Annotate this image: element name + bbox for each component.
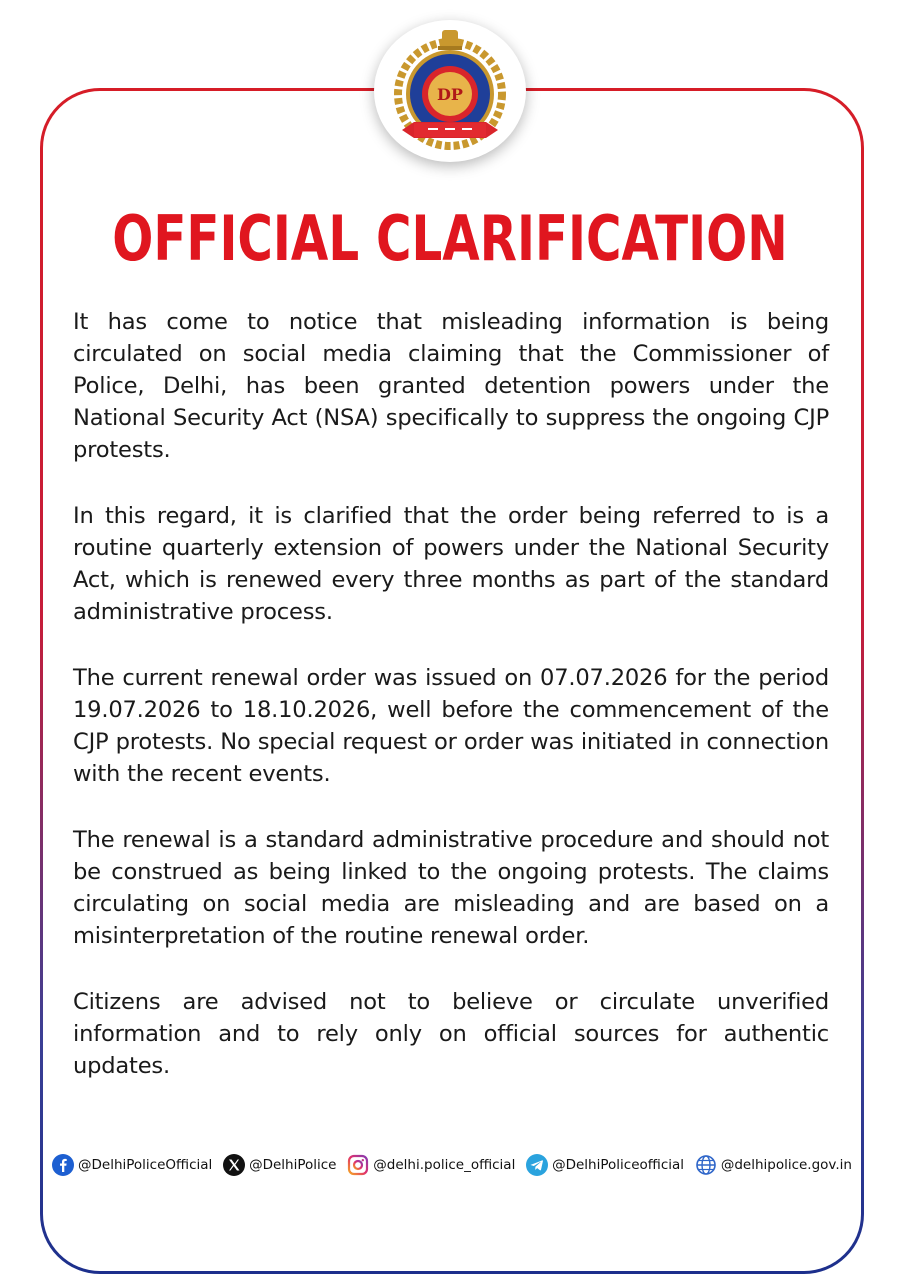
facebook-icon [52,1154,74,1176]
website-handle: @delhipolice.gov.in [720,1157,852,1173]
paragraph-notice: It has come to notice that misleading information is being circulated on social media claiming that the Commissioner of Police, Delhi, has been granted detention powers under the National Security Act (NSA) specifically to suppress the ongoing CJP protests. [73,309,829,463]
facebook-handle: @DelhiPoliceOfficial [78,1157,213,1173]
clarification-body [73,306,829,1116]
x-handle: @DelhiPolice [249,1157,337,1173]
facebook-link[interactable] [52,1154,212,1176]
instagram-link[interactable] [347,1154,515,1176]
globe-icon [695,1154,717,1176]
telegram-icon [526,1154,548,1176]
paragraph-advisory: Citizens are advised not to believe or circulate unverified information and to rely only on official sources for authentic updates. [73,989,829,1079]
svg-text:DP: DP [437,85,463,104]
paragraph-procedure: The renewal is a standard administrative procedure and should not be construed as being linked to the ongoing protests. The claims circulating on social media are misleading and are based on a misinterpretation of the routine renewal order. [73,827,829,949]
social-footer [52,1150,852,1180]
instagram-handle: @delhi.police_official [373,1157,516,1173]
police-emblem-icon [384,26,516,156]
x-icon [223,1154,245,1176]
x-link[interactable] [223,1154,336,1176]
instagram-icon [347,1154,369,1176]
paragraph-clarified: In this regard, it is clarified that the order being referred to is a routine quarterly extension of powers under the National Security Act, which is renewed every three months as part of the standard administrative process. [73,503,829,625]
telegram-handle: @DelhiPoliceofficial [552,1157,685,1173]
delhi-police-logo [374,20,526,162]
website-link[interactable] [695,1154,852,1176]
paragraph-renewal-dates: The current renewal order was issued on 07.07.2026 for the period 19.07.2026 to 18.10.2026, well before the commencement of the CJP protests. No special request or order was initiated in connection with the recent events. [73,665,829,787]
page-title: OFFICIAL CLARIFICATION [112,202,788,275]
telegram-link[interactable] [526,1154,684,1176]
